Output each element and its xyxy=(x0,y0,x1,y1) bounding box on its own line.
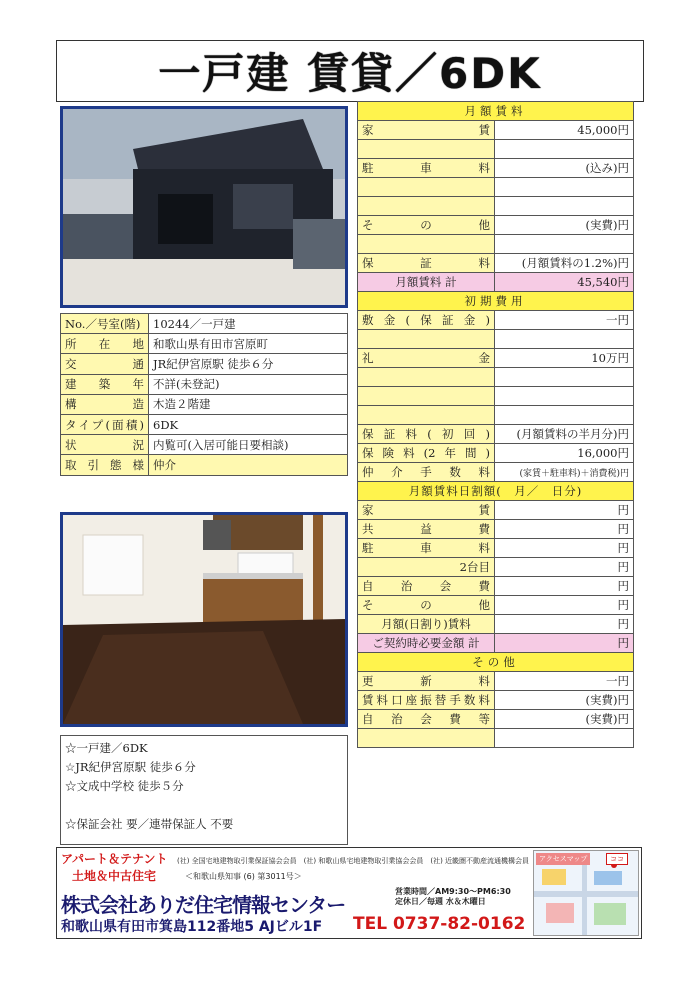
info-row xyxy=(61,435,348,455)
spacer-cell xyxy=(358,330,495,349)
other-value: 一円 xyxy=(495,672,634,691)
other-value: (実費)円 xyxy=(495,691,634,710)
info-row xyxy=(61,394,348,414)
info-value: 10244／一戸建 xyxy=(149,314,348,334)
monthly-header: 月額賃料 xyxy=(358,102,634,121)
info-label: 状況 xyxy=(61,435,149,455)
info-value: 仲介 xyxy=(149,455,348,475)
note-line: ☆JR紀伊宮原駅 徒歩６分 xyxy=(65,760,196,774)
initial-brokerage-label: 仲介手数料 xyxy=(358,463,495,482)
initial-insurance-value: 16,000円 xyxy=(495,444,634,463)
spacer-cell xyxy=(358,140,495,159)
monthly-guarantee-value: (月額賃料の1.2%)円 xyxy=(495,254,634,273)
monthly-other-value: (実費)円 xyxy=(495,216,634,235)
initial-guarantee-label: 保証料(初回) xyxy=(358,425,495,444)
initial-header: 初期費用 xyxy=(358,292,634,311)
initial-guarantee-value: (月額賃料の半月分)円 xyxy=(495,425,634,444)
spacer-cell xyxy=(495,235,634,254)
spacer-cell xyxy=(495,330,634,349)
spacer-cell xyxy=(495,368,634,387)
page-title-box xyxy=(56,40,644,102)
daily-label: 家賃 xyxy=(358,501,495,520)
footer-associations: (社) 全国宅地建物取引業保証協会会員 (社) 和歌山県宅地建物取引業協会会員 (社) 近畿圏不動産流通機構会員 xyxy=(177,857,530,865)
info-row xyxy=(61,414,348,434)
daily-value: 円 xyxy=(495,596,634,615)
monthly-total-label: 月額賃料 計 xyxy=(358,273,495,292)
daily-label: 自治会費 xyxy=(358,577,495,596)
info-value: 6DK xyxy=(149,414,348,434)
initial-insurance-label: 保険料(2年間) xyxy=(358,444,495,463)
info-row xyxy=(61,314,348,334)
info-label: 所在地 xyxy=(61,334,149,354)
daily-label: 月額(日割り)賃料 xyxy=(358,615,495,634)
daily-value: 円 xyxy=(495,615,634,634)
initial-brokerage-value: (家賃＋駐車料)＋消費税)円 xyxy=(495,463,634,482)
info-label: 建築年 xyxy=(61,374,149,394)
monthly-guarantee-label: 保証料 xyxy=(358,254,495,273)
spacer-cell xyxy=(358,178,495,197)
note-line: ☆保証会社 要／連帯保証人 不要 xyxy=(65,817,234,831)
note-line: ☆文成中学校 徒歩５分 xyxy=(65,779,184,793)
exterior-photo xyxy=(60,106,348,308)
company-name: 株式会社ありだ住宅情報センター xyxy=(61,893,346,917)
daily-value: 円 xyxy=(495,539,634,558)
spacer-cell xyxy=(358,387,495,406)
kitchen-interior-image xyxy=(63,515,345,724)
spacer-cell xyxy=(358,729,495,748)
company-address: 和歌山県有田市箕島112番地5 AJビル1F xyxy=(61,919,323,935)
notes-box xyxy=(60,735,348,845)
info-value: 不詳(未登記) xyxy=(149,374,348,394)
business-hours xyxy=(395,887,511,907)
other-label: 自治会費等 xyxy=(358,710,495,729)
monthly-other-label: その他 xyxy=(358,216,495,235)
spacer-cell xyxy=(358,235,495,254)
daily-label: 駐車料 xyxy=(358,539,495,558)
spacer-cell xyxy=(495,197,634,216)
info-row xyxy=(61,334,348,354)
spacer-cell xyxy=(358,368,495,387)
daily-total-value: 円 xyxy=(495,634,634,653)
spacer-cell xyxy=(358,406,495,425)
info-label: 交通 xyxy=(61,354,149,374)
daily-label: 共益費 xyxy=(358,520,495,539)
daily-total-label: ご契約時必要金額 計 xyxy=(358,634,495,653)
cost-table xyxy=(357,101,634,748)
info-label: 取引態様 xyxy=(61,455,149,475)
info-row xyxy=(61,354,348,374)
house-exterior-image xyxy=(63,109,345,305)
access-map xyxy=(533,850,639,936)
info-label: タイプ(面積) xyxy=(61,414,149,434)
monthly-parking-label: 駐車料 xyxy=(358,159,495,178)
daily-value: 円 xyxy=(495,520,634,539)
footer-license: ＜和歌山県知事 (6) 第3011号＞ xyxy=(185,872,302,881)
daily-label: その他 xyxy=(358,596,495,615)
company-tel[interactable]: TEL 0737-82-0162 xyxy=(353,914,526,934)
initial-key-value: 10万円 xyxy=(495,349,634,368)
spacer-cell xyxy=(495,406,634,425)
hours-line: 定休日／毎週 水＆木曜日 xyxy=(395,897,486,906)
monthly-total-value: 45,540円 xyxy=(495,273,634,292)
monthly-rent-value: 45,000円 xyxy=(495,121,634,140)
other-value: (実費)円 xyxy=(495,710,634,729)
page-title: 一戸建 賃貸／6DK xyxy=(158,49,542,98)
spacer-cell xyxy=(358,197,495,216)
info-value: 和歌山県有田市宮原町 xyxy=(149,334,348,354)
info-value: 木造２階建 xyxy=(149,394,348,414)
initial-deposit-value: 一円 xyxy=(495,311,634,330)
map-label: アクセスマップ xyxy=(536,853,590,865)
property-info-table xyxy=(60,313,348,476)
daily-value: 円 xyxy=(495,577,634,596)
info-label: No.／号室(階) xyxy=(61,314,149,334)
daily-value: 円 xyxy=(495,558,634,577)
daily-label: 2台目 xyxy=(358,558,495,577)
spacer-cell xyxy=(495,178,634,197)
monthly-parking-value: (込み)円 xyxy=(495,159,634,178)
other-label: 更新料 xyxy=(358,672,495,691)
map-here-label: ココ xyxy=(606,853,628,865)
footer-tag-apartment: アパート＆テナント xyxy=(61,852,168,866)
info-label: 構造 xyxy=(61,394,149,414)
info-row xyxy=(61,455,348,475)
note-line xyxy=(65,796,343,815)
info-row xyxy=(61,374,348,394)
spacer-cell xyxy=(495,729,634,748)
daily-header: 月額賃料日割額( 月／ 日分) xyxy=(358,482,634,501)
spacer-cell xyxy=(495,387,634,406)
other-label: 賃料口座振替手数料 xyxy=(358,691,495,710)
spacer-cell xyxy=(495,140,634,159)
kitchen-photo xyxy=(60,512,348,727)
hours-line: 営業時間／AM9:30〜PM6:30 xyxy=(395,887,511,896)
monthly-rent-label: 家賃 xyxy=(358,121,495,140)
info-value: JR紀伊宮原駅 徒歩６分 xyxy=(149,354,348,374)
footer-tag-land: 土地＆中古住宅 xyxy=(72,869,157,883)
initial-deposit-label: 敷金(保証金) xyxy=(358,311,495,330)
company-footer xyxy=(56,847,642,939)
initial-key-label: 礼金 xyxy=(358,349,495,368)
note-line: ☆一戸建／6DK xyxy=(65,741,148,755)
other-header: その他 xyxy=(358,653,634,672)
daily-value: 円 xyxy=(495,501,634,520)
info-value: 内覧可(入居可能日要相談) xyxy=(149,435,348,455)
